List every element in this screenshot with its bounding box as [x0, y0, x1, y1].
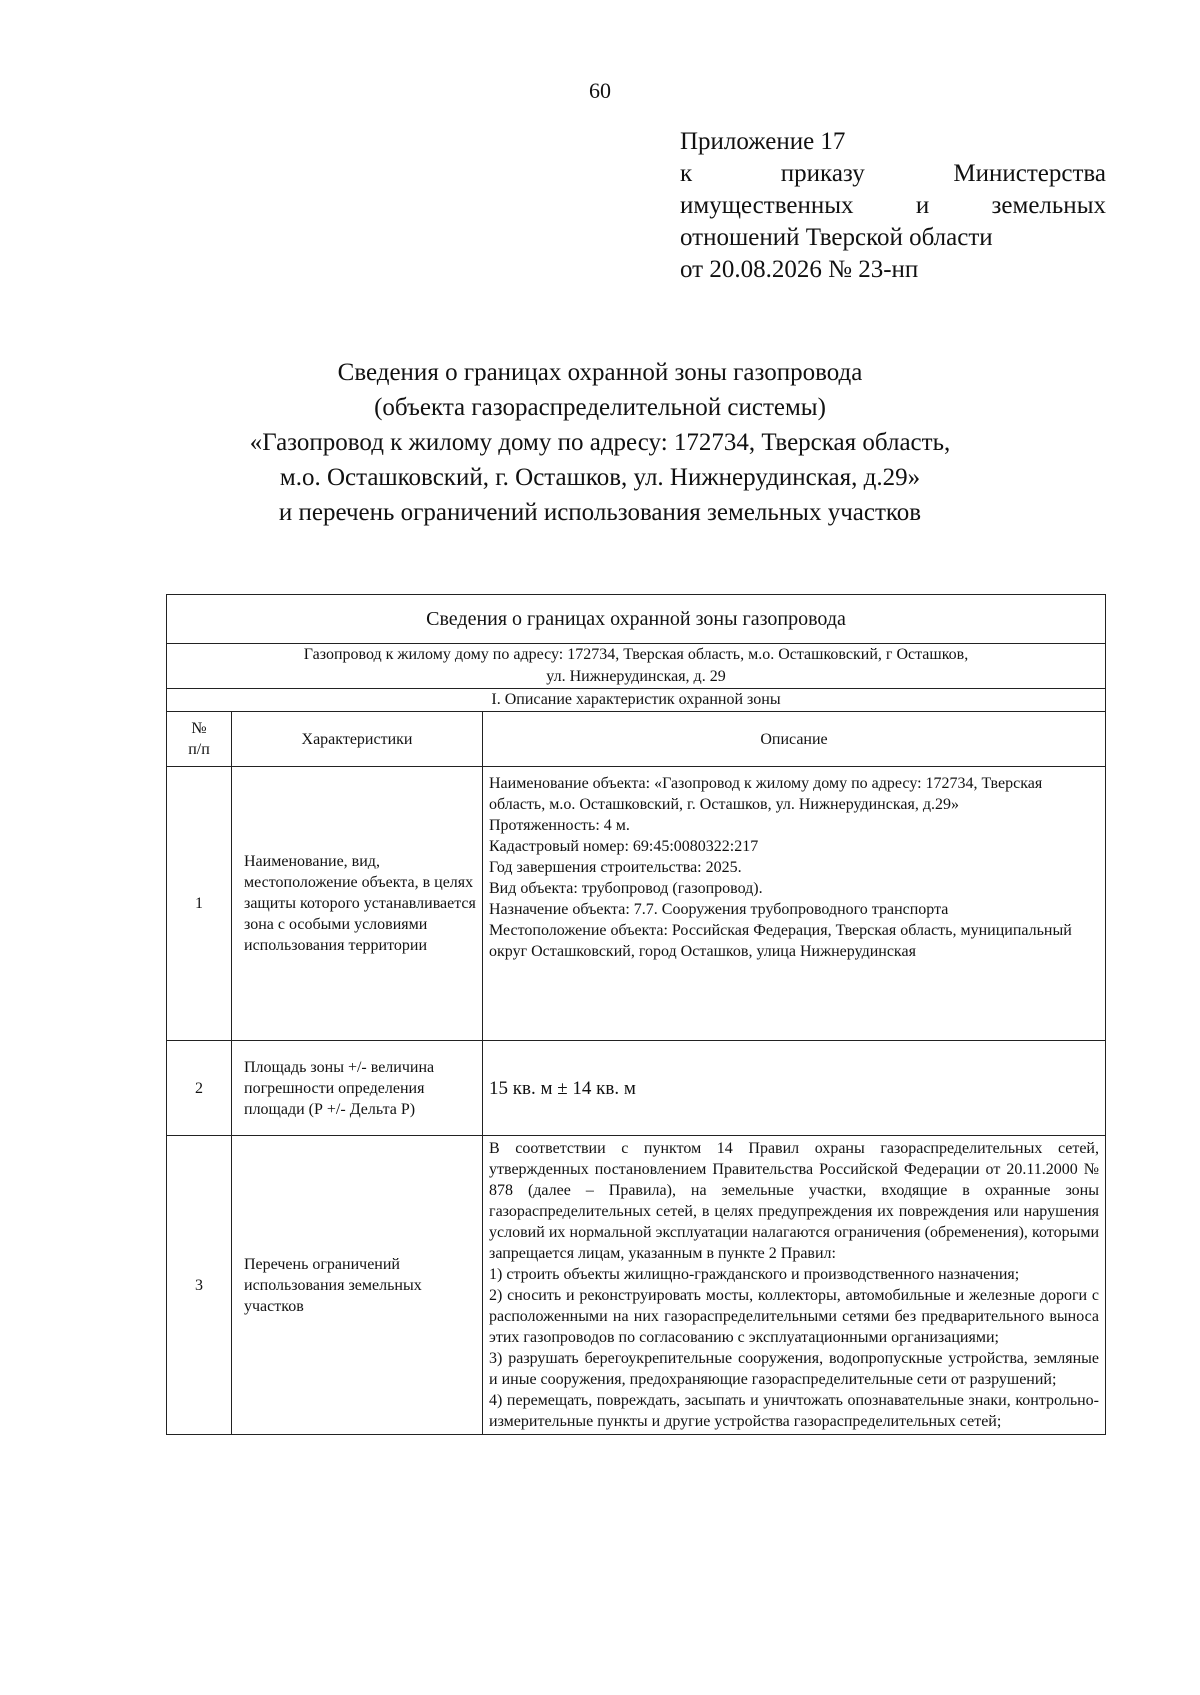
row-number: 1 [167, 767, 232, 1041]
table-header: Сведения о границах охранной зоны газопровода [167, 595, 1106, 644]
description-paragraph: 3) разрушать берегоукрепительные сооружения, водопропускные устройства, земляные и иные сооружения, предохраняющие газораспределительные сети от разрушений; [489, 1350, 1099, 1388]
zone-table [166, 594, 1106, 1435]
description-paragraph: Протяженность: 4 м. [489, 817, 630, 834]
column-header-number-line-2: п/п [188, 741, 210, 758]
appendix-line-3 [680, 190, 1106, 222]
column-header-characteristics: Характеристики [232, 712, 483, 767]
subheader-line-2: ул. Нижнерудинская, д. 29 [546, 668, 726, 685]
row-number: 2 [167, 1041, 232, 1136]
row-description [483, 767, 1106, 1041]
appendix-line-5: от 20.08.2026 № 23-нп [680, 256, 919, 283]
table-section-row [167, 689, 1106, 712]
row-characteristic: Наименование, вид, местоположение объекта, в целях защиты которого устанавливается зона с особыми условиями использования территории [232, 767, 483, 1041]
appendix-word: Министерства [953, 160, 1106, 187]
appendix-word: к [680, 160, 693, 187]
column-header-description: Описание [483, 712, 1106, 767]
table-row [167, 1136, 1106, 1435]
description-paragraph: Вид объекта: трубопровод (газопровод). [489, 880, 763, 897]
description-paragraph: 4) перемещать, повреждать, засыпать и уничтожать опознавательные знаки, контрольно-измерительные пункты и другие устройства газораспределительных сетей; [489, 1392, 1099, 1430]
description-paragraph: В соответствии с пунктом 14 Правил охраны газораспределительных сетей, утвержденных постановлением Правительства Российской Федерации от 20.11.2000 № 878 (далее – Правила), на земельные участки, входящие в охранные зоны газораспределительных сетей, в целях предупреждения их повреждения или нарушения условий их нормальной эксплуатации налагаются ограничения (обременения), которыми запрещается лицам, указанным в пункте 2 Правил: [489, 1140, 1099, 1262]
table-subheader-row [167, 644, 1106, 689]
table-subheader [167, 644, 1106, 689]
title-line-1: Сведения о границах охранной зоны газопровода [337, 359, 863, 386]
row-description [483, 1041, 1106, 1136]
description-paragraph: Наименование объекта: «Газопровод к жилому дому по адресу: 172734, Тверская область, м.о. Осташковский, г. Осташков, ул. Нижнерудинская, д.29» [489, 775, 1043, 813]
table-row [167, 1041, 1106, 1136]
appendix-line-4: отношений Тверской области [680, 224, 993, 251]
description-paragraph: Год завершения строительства: 2025. [489, 859, 742, 876]
row-number: 3 [167, 1136, 232, 1435]
title-line-4: м.о. Осташковский, г. Осташков, ул. Нижнерудинская, д.29» [279, 464, 921, 491]
row-description [483, 1136, 1106, 1435]
subheader-line-1: Газопровод к жилому дому по адресу: 172734, Тверская область, м.о. Осташковский, г Осташков, [303, 646, 969, 663]
table-section-title: I. Описание характеристик охранной зоны [167, 689, 1106, 712]
row-characteristic: Перечень ограничений использования земельных участков [232, 1136, 483, 1435]
title-line-2: (объекта газораспределительной системы) [374, 394, 826, 421]
description-paragraph: Местоположение объекта: Российская Федерация, Тверская область, муниципальный округ Осташковский, город Осташков, улица Нижнерудинская [489, 922, 1072, 960]
description-paragraph: Назначение объекта: 7.7. Сооружения трубопроводного транспорта [489, 901, 949, 918]
appendix-block [680, 126, 1106, 286]
appendix-line-2 [680, 158, 1106, 190]
appendix-word: приказу [780, 160, 865, 187]
description-paragraph: 2) сносить и реконструировать мосты, коллекторы, автомобильные и железные дороги с расположенными на них газораспределительными сетями без предварительного выноса этих газопроводов по согласованию с эксплуатационными организациями; [489, 1287, 1099, 1346]
page-number: 60 [589, 78, 611, 103]
description-paragraph: Кадастровый номер: 69:45:0080322:217 [489, 838, 759, 855]
table-header-row [167, 595, 1106, 644]
column-header-number-line-1: № [191, 720, 207, 737]
appendix-word: земельных [991, 192, 1106, 219]
document-title [0, 355, 1200, 530]
appendix-word: и [915, 192, 930, 219]
appendix-line-1: Приложение 17 [680, 128, 846, 155]
title-line-3: «Газопровод к жилому дому по адресу: 172734, Тверская область, [249, 429, 951, 456]
column-header-number [167, 712, 232, 767]
column-header-row [167, 712, 1106, 767]
area-value: 15 кв. м ± 14 кв. м [489, 1077, 636, 1099]
appendix-word: имущественных [680, 192, 854, 219]
description-paragraph: 1) строить объекты жилищно-гражданского и производственного назначения; [489, 1266, 1020, 1283]
title-line-5: и перечень ограничений использования земельных участков [278, 499, 922, 526]
row-characteristic: Площадь зоны +/- величина погрешности определения площади (Р +/- Дельта Р) [232, 1041, 483, 1136]
table-row [167, 767, 1106, 1041]
